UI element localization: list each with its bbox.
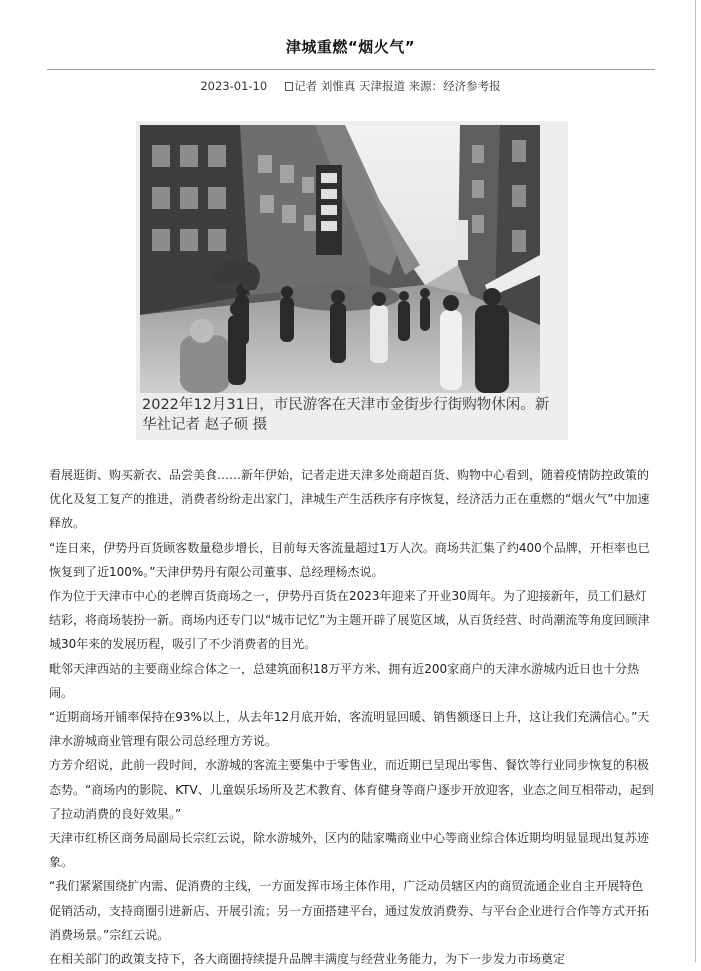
article-title: 津城重燃“烟火气” bbox=[285, 38, 416, 56]
page-border bbox=[695, 0, 696, 962]
article-paragraph: “连日来，伊势丹百货顾客数量稳步增长，目前每天客流量超过1万人次。商场共汇集了约400个品牌，开柜率也已恢复到了近100%。”天津伊势丹有限公司董事、总经理杨杰说。 bbox=[49, 540, 650, 579]
street-photo bbox=[140, 125, 540, 393]
article-meta bbox=[0, 78, 701, 94]
article-body bbox=[49, 463, 655, 971]
article-paragraph: 毗邻天津西站的主要商业综合体之一，总建筑面积18万平方米、拥有近200家商户的天津水游城内近日也十分热闹。 bbox=[49, 661, 640, 700]
byline: 记者 刘惟真 天津报道 来源：经济参考报 bbox=[294, 79, 501, 93]
reporter-icon bbox=[285, 82, 293, 91]
article-paragraph: 天津市红桥区商务局副局长宗红云说，除水游城外，区内的陆家嘴商业中心等商业综合体近期均明显显现出复苏迹象。 bbox=[49, 831, 650, 870]
article-paragraph: “我们紧紧围绕扩内需、促消费的主线，一方面发挥市场主体作用，广泛动员辖区内的商贸流通企业自主开展特色促销活动，支持商圈引进新店、开展引流；另一方面搭建平台，通过发放消费券、与平台企业进行合作等方式开拓消费场景。”宗红云说。 bbox=[49, 879, 650, 942]
article-paragraph: 作为位于天津市中心的老牌百货商场之一，伊势丹百货在2023年迎来了开业30周年。为了迎接新年，员工们悬灯结彩，将商场装扮一新。商场内还专门以“城市记忆”为主题开辟了展览区域，从百货经营、时尚潮流等角度回顾津城30年来的发展历程，吸引了不少消费者的目光。 bbox=[49, 589, 650, 652]
news-photo-figure bbox=[136, 121, 568, 440]
article-paragraph: 方芳介绍说，此前一段时间，水游城的客流主要集中于零售业，而近期已呈现出零售、餐饮等行业同步恢复的积极态势。“商场内的影院、KTV、儿童娱乐场所及艺术教育、体育健身等商户逐步开放迎客，业态之间互相带动，起到了拉动消费的良好效果。” bbox=[49, 758, 654, 821]
photo-caption: 2022年12月31日，市民游客在天津市金街步行街购物休闲。新华社记者 赵子硕 摄 bbox=[142, 397, 550, 433]
title-divider bbox=[47, 69, 655, 70]
article-paragraph: 在相关部门的政策支持下，各大商圈持续提升品牌丰满度与经营业务能力，为下一步发力市场奠定 bbox=[49, 952, 566, 967]
article-paragraph: “近期商场开铺率保持在93%以上，从去年12月底开始，客流明显回暖、销售额逐日上升，这让我们充满信心。”天津水游城商业管理有限公司总经理方芳说。 bbox=[49, 710, 650, 749]
publish-date: 2023-01-10 bbox=[200, 79, 268, 93]
article-paragraph: 看展逛街、购买新衣、品尝美食……新年伊始，记者走进天津多处商超百货、购物中心看到，随着疫情防控政策的优化及复工复产的推进，消费者纷纷走出家门，津城生产生活秩序有序恢复，经济活力正在重燃的“烟火气”中加速释放。 bbox=[49, 468, 650, 531]
